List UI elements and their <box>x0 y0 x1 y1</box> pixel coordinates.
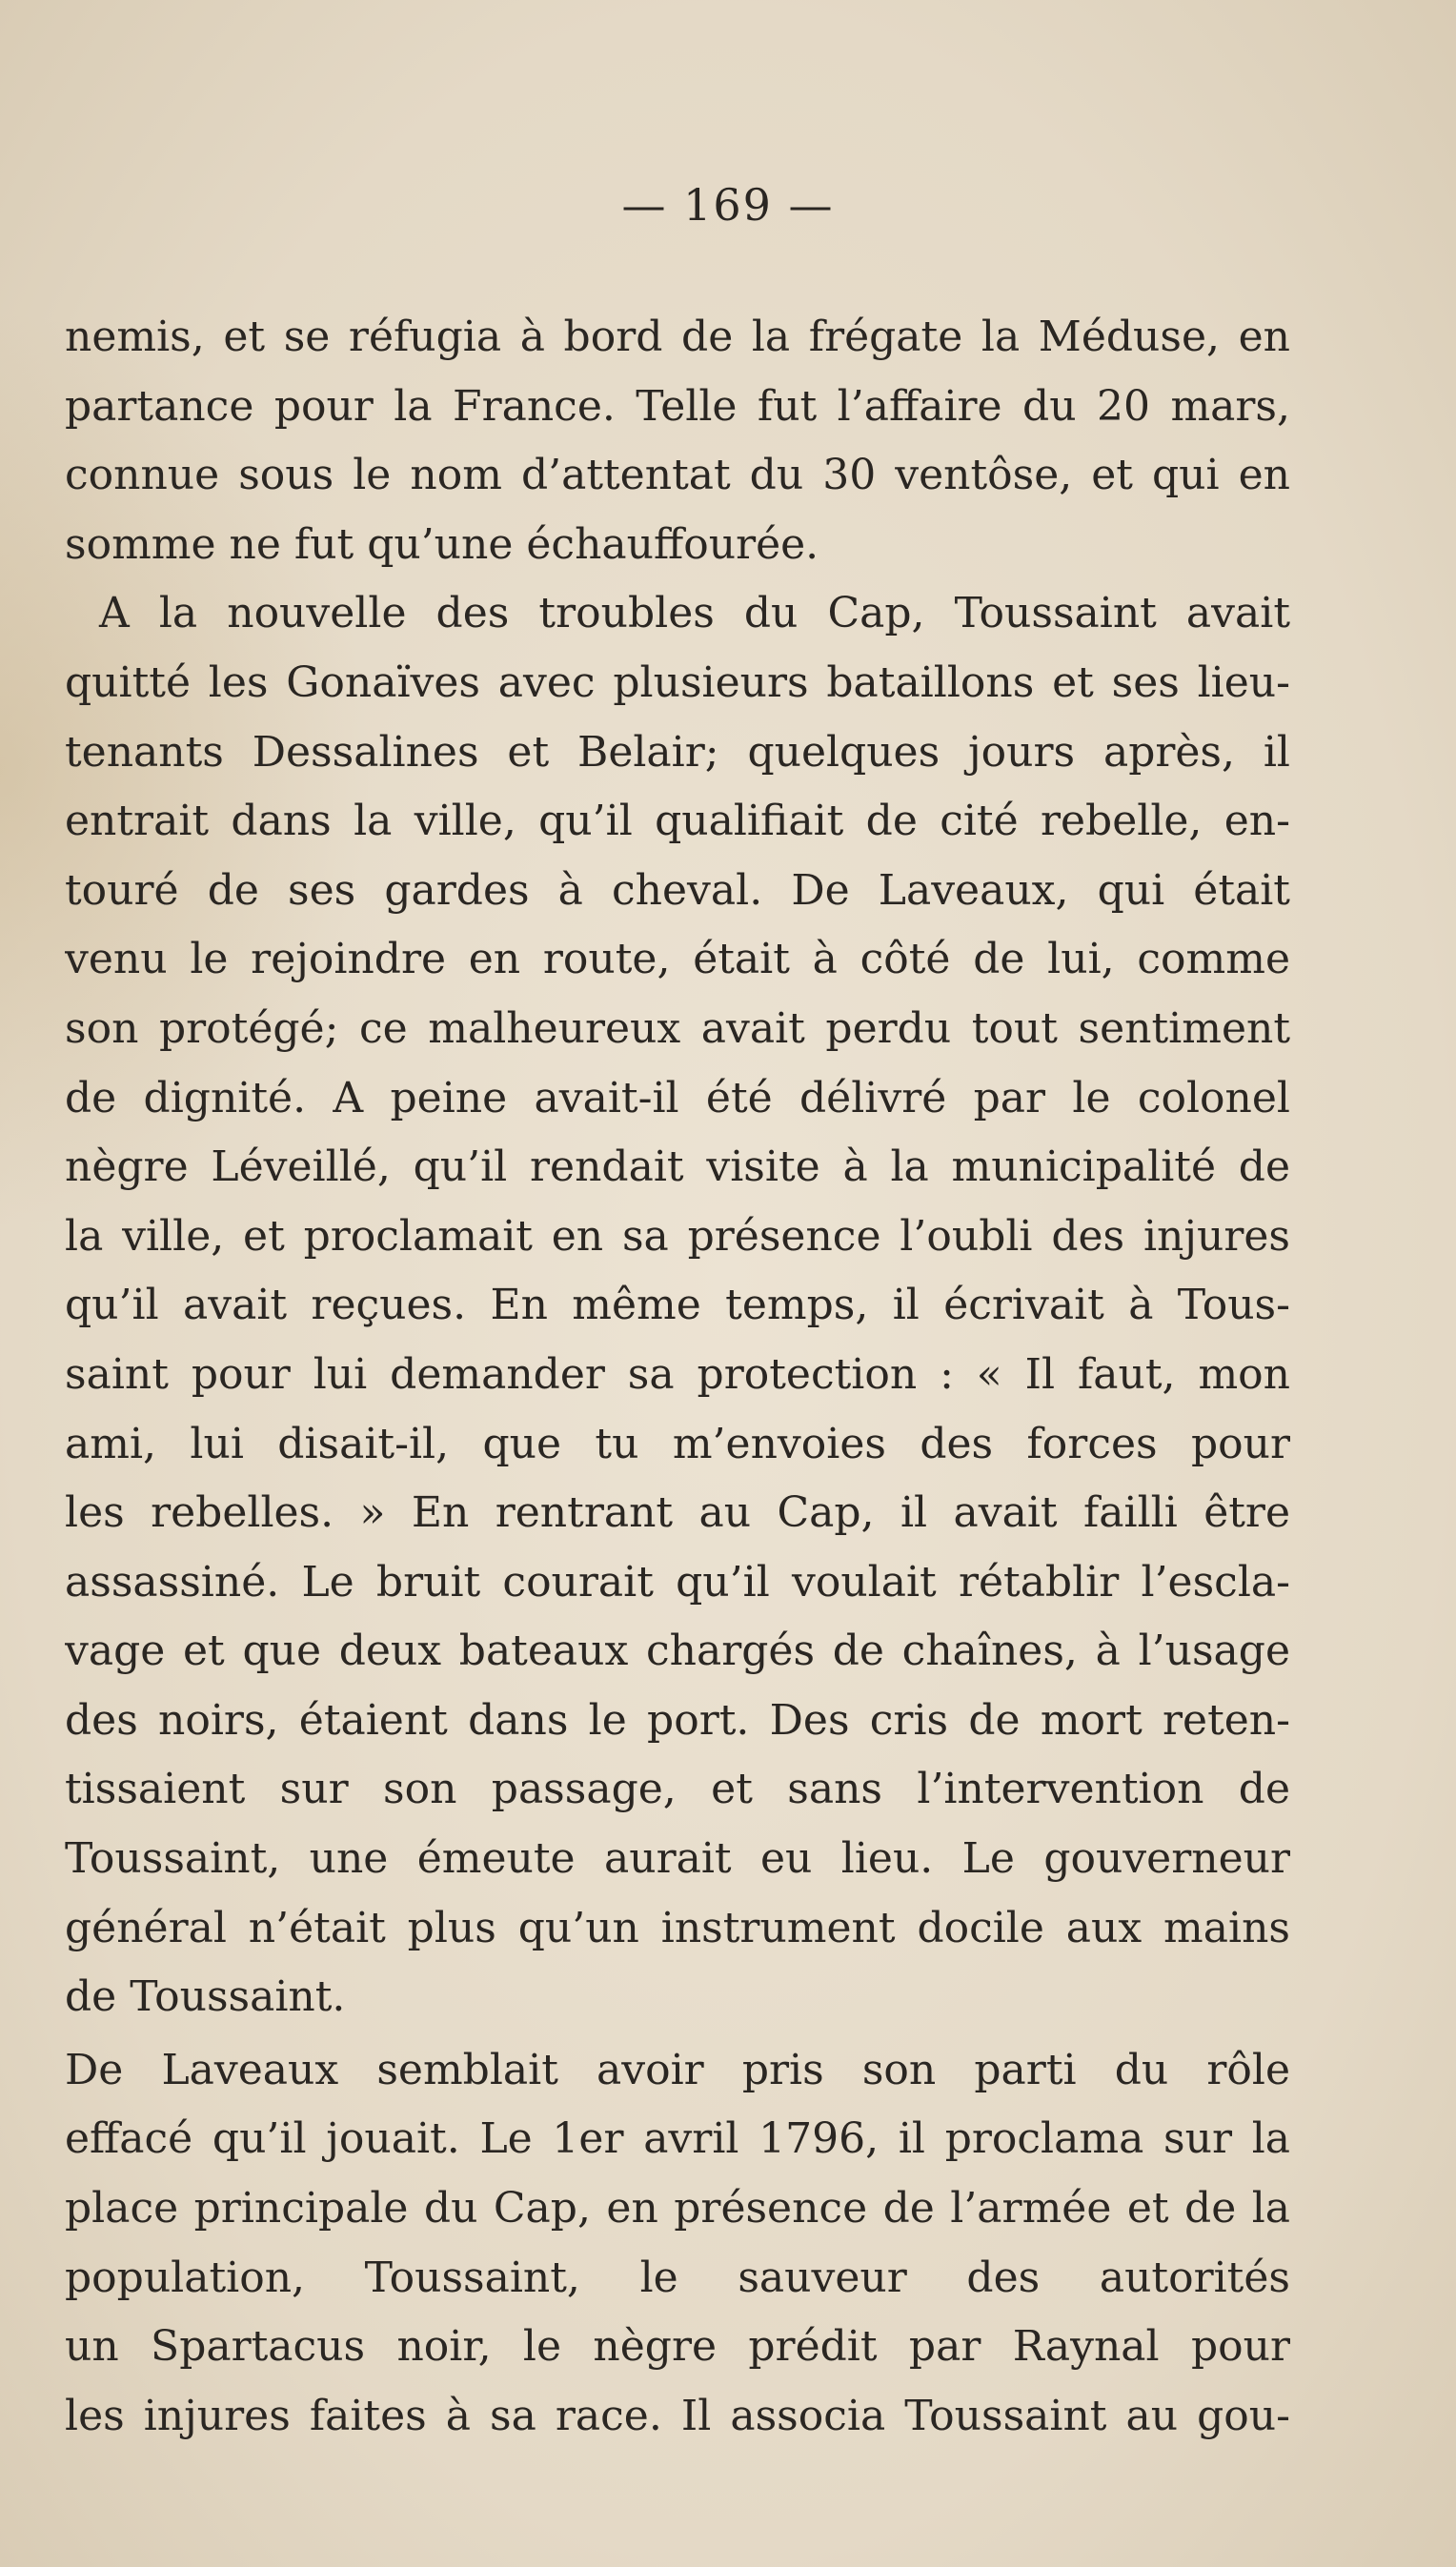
text-line: Toussaint, une émeute aurait eu lieu. Le gouverneur <box>65 1834 1290 1884</box>
text-line: les rebelles. » En rentrant au Cap, il avait failli être <box>65 1488 1290 1538</box>
text-line: place principale du Cap, en présence de l’armée et de la <box>65 2184 1290 2233</box>
text-line: tenants Dessalines et Belair; quelques jours après, il <box>65 727 1290 777</box>
text-line: un Spartacus noir, le nègre prédit par Raynal pour <box>65 2322 1290 2372</box>
text-line: effacé qu’il jouait. Le 1er avril 1796, il proclama sur la <box>65 2114 1290 2164</box>
text-line: ami, lui disait-il, que tu m’envoies des forces pour <box>65 1419 1290 1468</box>
text-line: saint pour lui demander sa protection : « Il faut, mon <box>65 1349 1290 1399</box>
text-line: partance pour la France. Telle fut l’affaire du 20 mars, <box>65 381 1290 431</box>
text-line: nemis, et se réfugia à bord de la frégate la Méduse, en <box>65 313 1290 361</box>
body-text <box>65 303 1290 2451</box>
text-line: De Laveaux semblait avoir pris son parti du rôle <box>65 2045 1290 2094</box>
text-line: quitté les Gonaïves avec plusieurs bataillons et ses lieu- <box>65 657 1290 707</box>
text-line: assassiné. Le bruit courait qu’il voulait rétablir l’escla- <box>65 1557 1290 1607</box>
text-line: somme ne fut qu’une échauffourée. <box>65 519 819 569</box>
text-line: général n’était plus qu’un instrument docile aux mains <box>65 1903 1290 1952</box>
text-line: les injures faites à sa race. Il associa Toussaint au gou- <box>65 2391 1290 2440</box>
text-line: A la nouvelle des troubles du Cap, Toussaint avait <box>99 589 1290 638</box>
text-line: population, Toussaint, le sauveur des autorités <box>65 2253 1290 2302</box>
text-line: entrait dans la ville, qu’il qualifiait de cité rebelle, en- <box>65 797 1290 846</box>
text-line: qu’il avait reçues. En même temps, il écrivait à Tous- <box>65 1281 1290 1330</box>
text-line: tissaient sur son passage, et sans l’intervention de <box>65 1765 1290 1814</box>
page-number: — 169 — <box>621 179 835 231</box>
text-line: venu le rejoindre en route, était à côté de lui, comme <box>65 935 1290 984</box>
text-line: la ville, et proclamait en sa présence l’oubli des injures <box>65 1211 1290 1261</box>
text-line: nègre Léveillé, qu’il rendait visite à la municipalité de <box>65 1142 1290 1192</box>
text-line: de dignité. A peine avait-il été délivré par le colonel <box>65 1073 1290 1122</box>
text-line: de Toussaint. <box>65 1972 346 2022</box>
text-line: des noirs, étaient dans le port. Des cris de mort reten- <box>65 1695 1290 1745</box>
text-line: son protégé; ce malheureux avait perdu tout sentiment <box>65 1003 1290 1053</box>
text-line: vage et que deux bateaux chargés de chaînes, à l’usage <box>65 1627 1290 1676</box>
text-line: connue sous le nom d’attentat du 30 ventôse, et qui en <box>65 451 1290 500</box>
text-line: touré de ses gardes à cheval. De Laveaux, qui était <box>65 865 1290 915</box>
